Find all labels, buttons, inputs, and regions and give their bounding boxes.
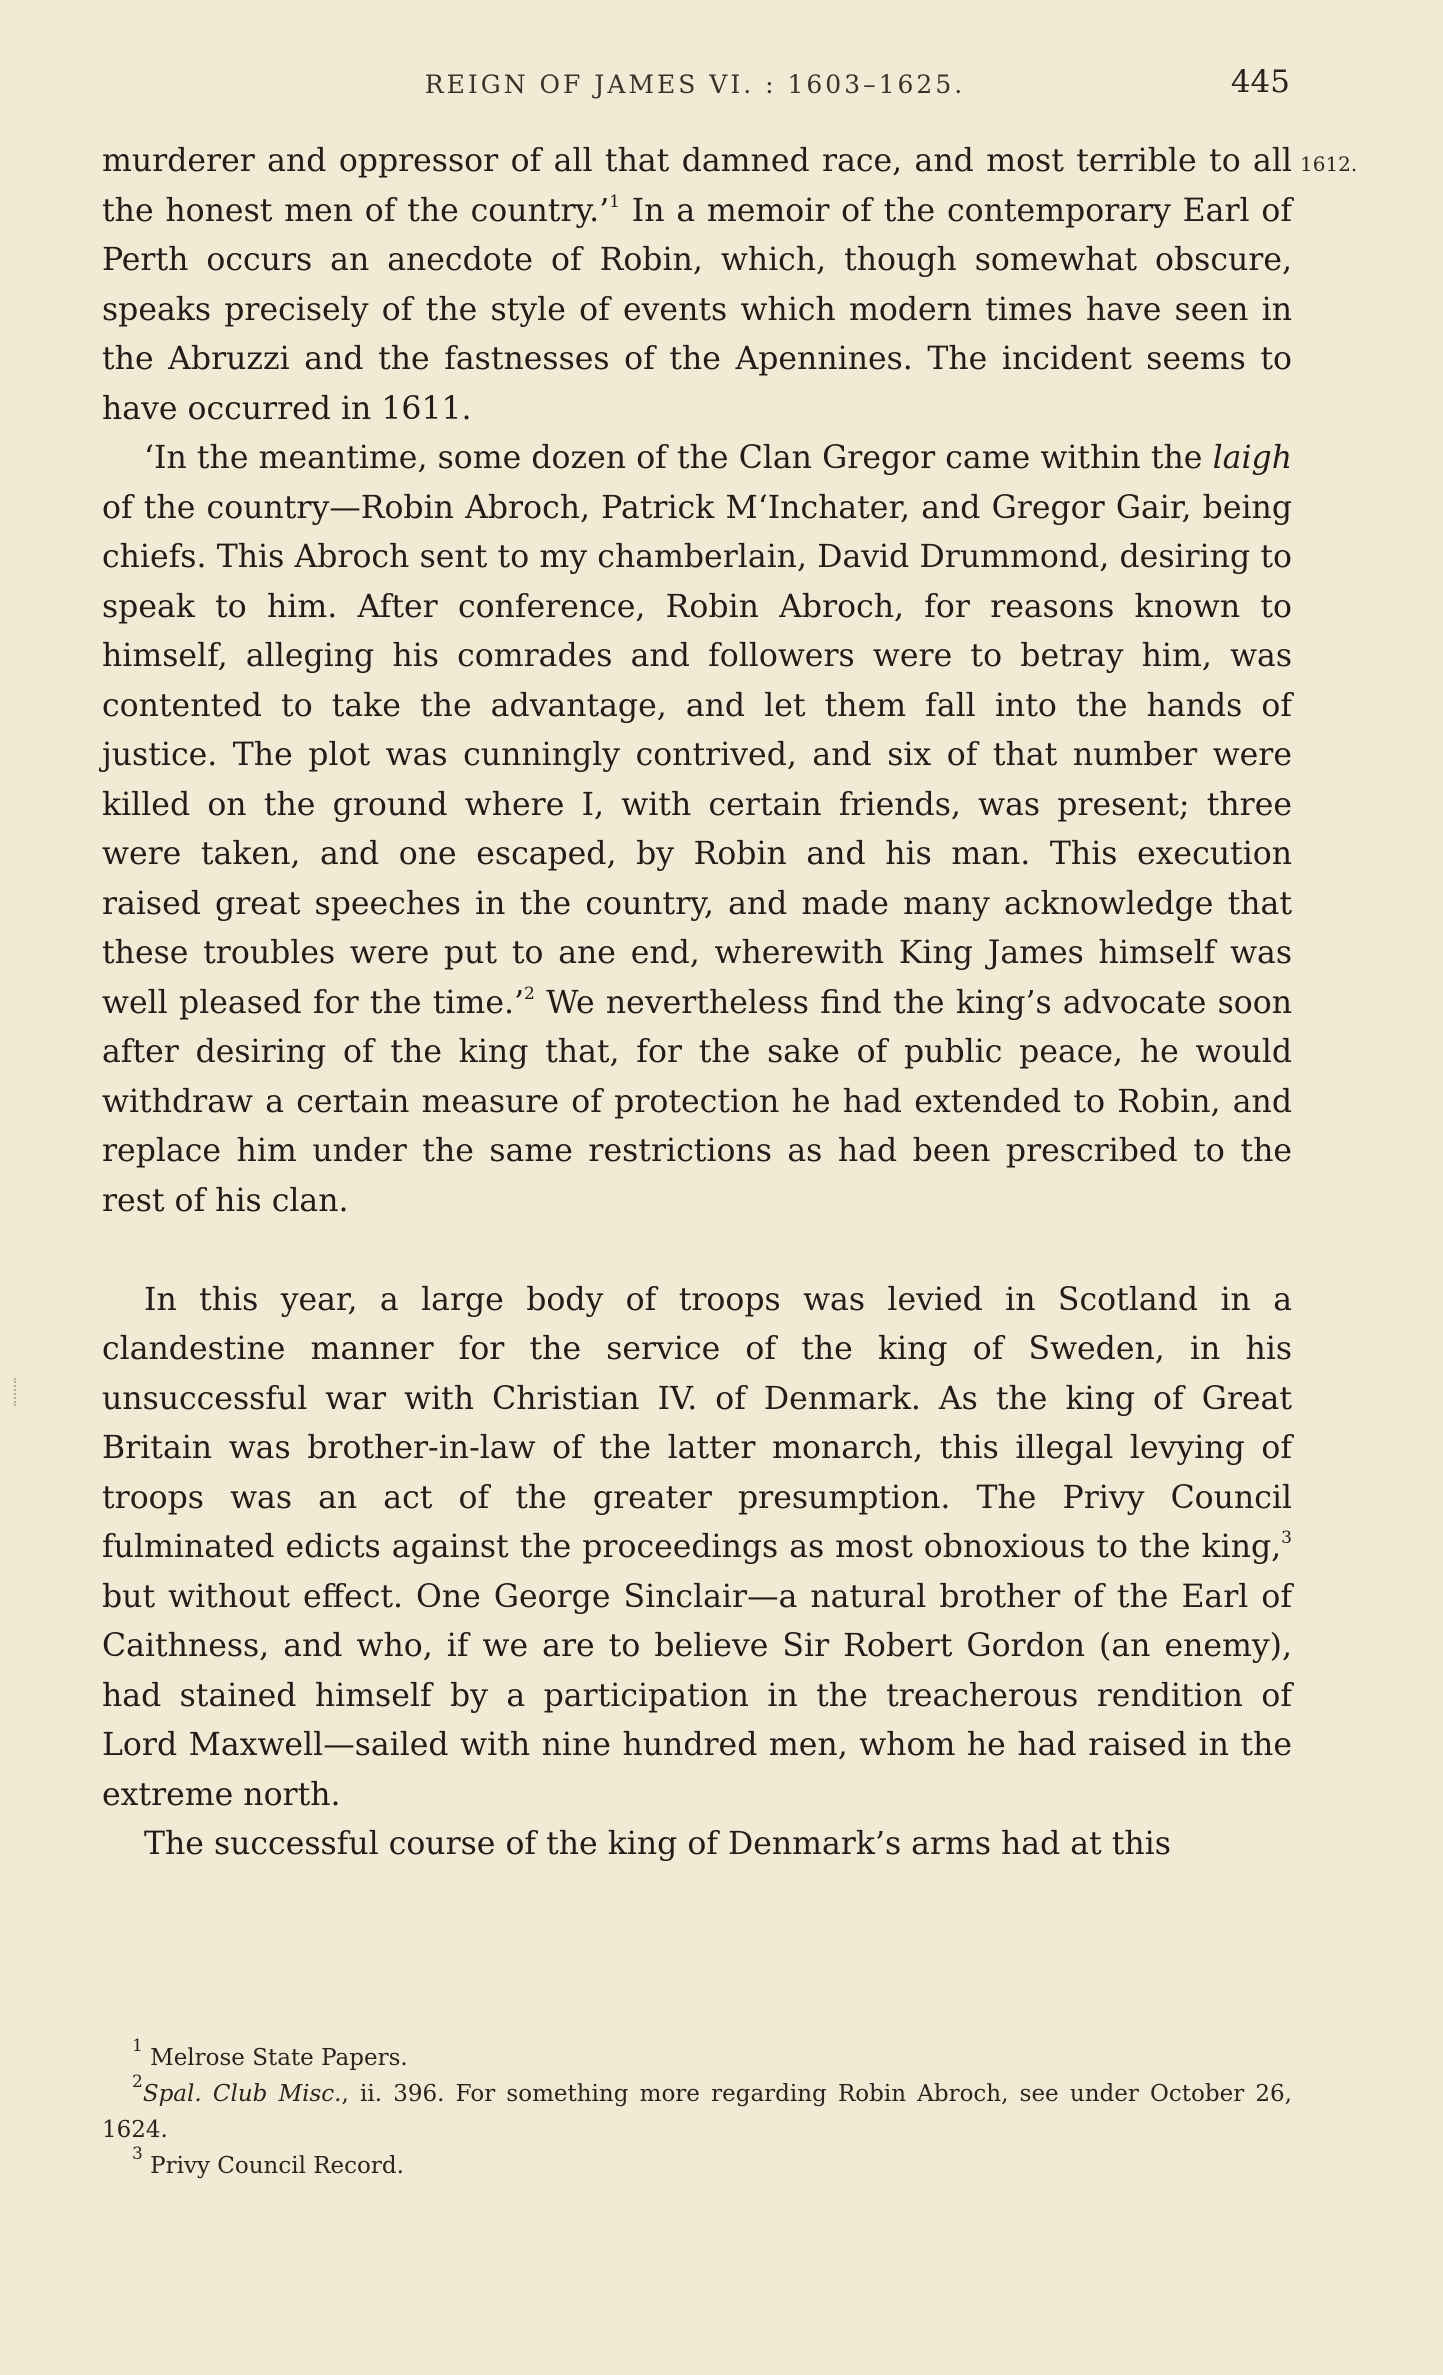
footnote: [102, 2072, 1292, 2148]
footnote: [102, 2036, 1292, 2076]
text-run: murderer and oppressor of all that damned race, and most terrible to all the honest men of the country.’: [102, 143, 1292, 229]
running-title: REIGN OF JAMES VI. : 1603–1625.: [424, 70, 966, 99]
body-text: [102, 137, 1292, 1870]
margin-year: 1612.: [1300, 152, 1358, 176]
footnote-text: Privy Council Record.: [142, 2153, 404, 2179]
footnote: [102, 2144, 1292, 2184]
text-run: but without effect. One George Sinclair—a natural brother of the Earl of Caithness, and who, if we are to believe Sir Robert Gordon (an enemy), had stained himself by a participation in the treacherous rendition of Lord Maxwell—sailed with nine hundred men, whom he had raised in the extreme north.: [102, 1578, 1292, 1813]
paragraph: [102, 1820, 1292, 1870]
text-run: In this year, a large body of troops was levied in Scotland in a clandestine manner for the service of the king of Sweden, in his unsuccessful war with Christian IV. of Denmark. As the king of Great Britain was brother-in-law of the latter monarch, this illegal levying of troops was an act of the greater presumption. The Privy Council fulminated edicts against the proceedings as most obnoxious to the king,: [102, 1281, 1292, 1565]
running-head: [100, 64, 1290, 112]
footnote-mark: 3: [132, 2144, 143, 2164]
page-edge-mark: [14, 1378, 34, 1406]
footnotes: [102, 2036, 1292, 2184]
section-gap: [102, 1226, 1292, 1276]
text-run: The successful course of the king of Denmark’s arms had at this: [144, 1826, 1171, 1862]
text-run: ‘In the meantime, some dozen of the Clan Gregor came within the: [144, 440, 1213, 476]
footnote-text: Melrose State Papers.: [142, 2045, 408, 2071]
paragraph: [102, 434, 1292, 1226]
italic-term: laigh: [1212, 440, 1292, 476]
text-run: We nevertheless find the king’s advocate soon after desiring of the king that, for the sake of public peace, he would withdraw a certain measure of protection he had extended to Robin, and replace him under the same restrictions as had been prescribed to the rest of his clan.: [102, 984, 1292, 1219]
footnote-ref: 3: [1281, 1528, 1292, 1548]
footnote-ref: 1: [609, 191, 620, 212]
footnote-mark: 1: [132, 2036, 143, 2056]
paragraph: [102, 1276, 1292, 1821]
footnote-source: Spal. Club Misc.: [142, 2081, 342, 2107]
paragraph: [102, 137, 1292, 434]
footnote-ref: 2: [524, 983, 535, 1004]
page-number: 445: [1230, 64, 1290, 100]
footnote-mark: 2: [132, 2072, 143, 2092]
text-run: of the country—Robin Abroch, Patrick M‘Inchater, and Gregor Gair, being chiefs. This Abroch sent to my chamberlain, David Drummond, desiring to speak to him. After conference, Robin Abroch, for reasons known to himself, alleging his comrades and followers were to betray him, was contented to take the advantage, and let them fall into the hands of justice. The plot was cunningly contrived, and six of that number were killed on the ground where I, with certain friends, was present; three were taken, and one escaped, by Robin and his man. This execution raised great speeches in the country, and made many acknowledge that these troubles were put to ane end, wherewith King James himself was well pleased for the time.’: [102, 489, 1292, 1021]
footnote-text: , ii. 396. For something more regarding Robin Abroch, see under October 26, 1624.: [102, 2081, 1292, 2143]
text-run: In a memoir of the contemporary Earl of Perth occurs an anecdote of Robin, which, though somewhat obscure, speaks precisely of the style of events which modern times have seen in the Abruzzi and the fastnesses of the Apennines. The incident seems to have occurred in 1611.: [102, 192, 1293, 427]
